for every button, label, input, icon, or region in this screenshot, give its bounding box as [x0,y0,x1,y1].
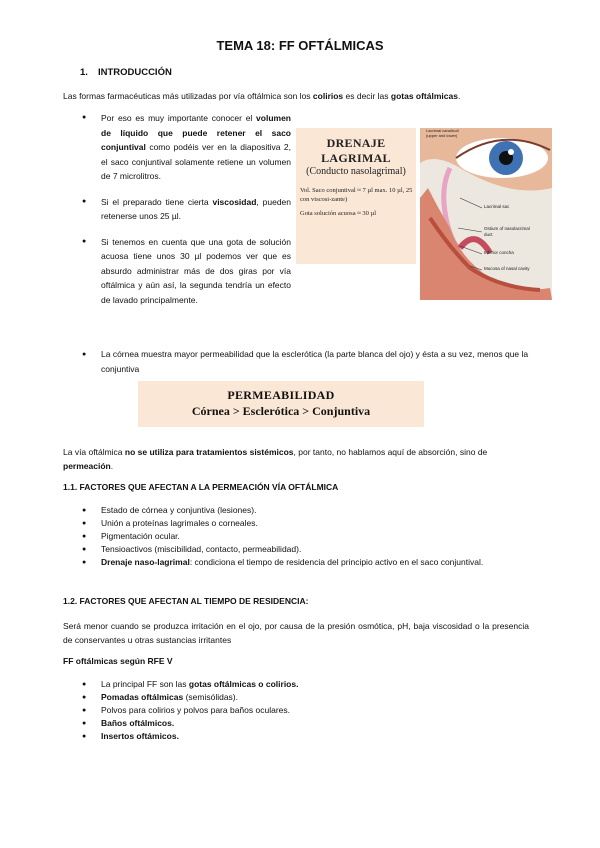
bullet-text: , pueden retenerse unos 25 µl. [101,196,291,221]
drenaje-lagrimal-figure [296,128,416,264]
eye-drawing [420,128,552,300]
intro-bold-colirios: colirios [312,91,344,101]
section-heading-introduccion [80,67,172,78]
bullet-bold-text: Insertos oftámicos. [101,731,179,741]
bullet-bold-text: gotas oftálmicas o colirios. [188,679,299,689]
drenaje-title: DRENAJE LAGRIMAL [321,136,391,165]
permeabilidad-box [138,381,424,427]
list-item [82,717,530,730]
label-lacrimal-sac: Lacrimal sac [484,204,510,209]
bullet-text: Unión a proteínas lagrimales o corneales. [101,518,258,528]
intro-text: es decir las [343,91,391,101]
paragraph-bold-text: permeación [63,461,111,471]
list-item [82,704,530,717]
bullet-bold-text: Pomadas oftálmicas [101,692,184,702]
rfe-heading: FF oftálmicas según RFE V [63,656,173,666]
drenaje-volume-note: Vol. Saco conjuntival ≈ 7 µl max. 10 µl, 25 con viscosi-zante) [300,187,413,203]
list-item [82,691,530,704]
rfe-list [82,678,530,743]
perm-box-relation: Córnea > Esclerótica > Conjuntiva [191,404,371,418]
bullet-bold-text: Drenaje naso-lagrimal [101,557,190,567]
bullet-bold-text: Baños oftálmicos. [101,718,175,728]
intro-text: . [457,91,461,101]
perm-box-title: PERMEABILIDAD [227,388,335,402]
list-item [82,556,530,569]
label-inferior-concha: Inferior concha [484,250,514,255]
via-oftalmica-paragraph [63,445,529,473]
paragraph-bold-text: no se utiliza para tratamientos sistémicos [124,447,294,457]
bullet-bold-text: viscosidad [212,196,257,207]
label-ostium: Ostium of nasolacrimal duct [484,226,530,237]
paragraph-text: . [110,461,114,471]
list-item [82,111,291,184]
residence-paragraph: Será menor cuando se produzca irritación en el ojo, por causa de la presión osmótica, pH, baja viscosidad o la presencia de conservantes u otras sustancias irritantes [63,621,529,645]
bullet-text: Tensioactivos (miscibilidad, contacto, permeabilidad). [101,544,302,554]
list-item [82,678,530,691]
bullet-text: como podéis ver en la diapositiva 2, el saco conjuntival solamente retiene un volumen de 7 microlitros. [101,142,291,181]
cornea-bullet-list [82,347,532,377]
intro-paragraph [63,90,543,103]
bullet-text: Si el preparado tiene cierta [101,196,213,207]
list-item [82,347,532,377]
bullet-text: La principal FF son las [101,679,189,689]
bullet-text: Polvos para colirios y polvos para baños oculares. [101,705,290,715]
list-item [82,543,530,556]
drenaje-drop-note: Gota solución acuosa ≈ 30 µl [300,210,377,217]
drenaje-subtitle: (Conducto nasolagrimal) [306,166,406,177]
paragraph-text: La vía oftálmica [63,447,125,457]
list-item [82,504,530,517]
bullet-text: La córnea muestra mayor permeabilidad que la esclerótica (la parte blanca del ojo) y ésta a su vez, menos que la conjuntiva [101,349,529,374]
list-item [82,195,291,224]
bullet-text: Pigmentación ocular. [101,531,180,541]
list-item [82,730,530,743]
label-canaliculi: Lacrimal canaliculi (upper and lower) [426,128,459,138]
section-number: 1. [80,67,88,78]
bullet-text: Si tenemos en cuenta que una gota de solución acuosa tiene unos 30 µl podemos ver que es absurdo administrar más de dos giras por vía oftálmica y aún así, la segunda tendría un efecto de lavado principalmente. [101,236,291,305]
bullet-text: (semisólidas). [183,692,238,702]
intro-bold-gotas: gotas oftálmicas [390,91,458,101]
top-bullet-list [82,111,291,318]
bullet-bold-text: volumen de líquido que puede retener el saco conjuntival [101,113,291,152]
list-item [82,235,291,308]
section-heading-1-1: 1.1. FACTORES QUE AFECTAN A LA PERMEACIÓN VÍA OFTÁLMICA [63,482,339,492]
factors-permeation-list [82,504,530,569]
bullet-text: : condiciona el tiempo de residencia del principio activo en el saco conjuntival. [189,557,484,567]
section-heading-text: INTRODUCCIÓN [97,67,172,78]
bullet-text: Por eso es muy importante conocer el [101,113,257,123]
list-item [82,530,530,543]
intro-text: Las formas farmacéuticas más utilizadas por vía oftálmica son los [63,91,313,101]
eye-anatomy-illustration [420,128,552,300]
label-mucosa: Mucosa of nasal cavity [484,266,530,271]
page-title: TEMA 18: FF OFTÁLMICAS [216,38,384,53]
section-heading-1-2: 1.2. FACTORES QUE AFECTAN AL TIEMPO DE RESIDENCIA: [63,596,309,606]
bullet-text: Estado de córnea y conjuntiva (lesiones). [101,505,257,515]
list-item [82,517,530,530]
paragraph-text: , por tanto, no hablamos aquí de absorción, sino de [293,447,488,457]
